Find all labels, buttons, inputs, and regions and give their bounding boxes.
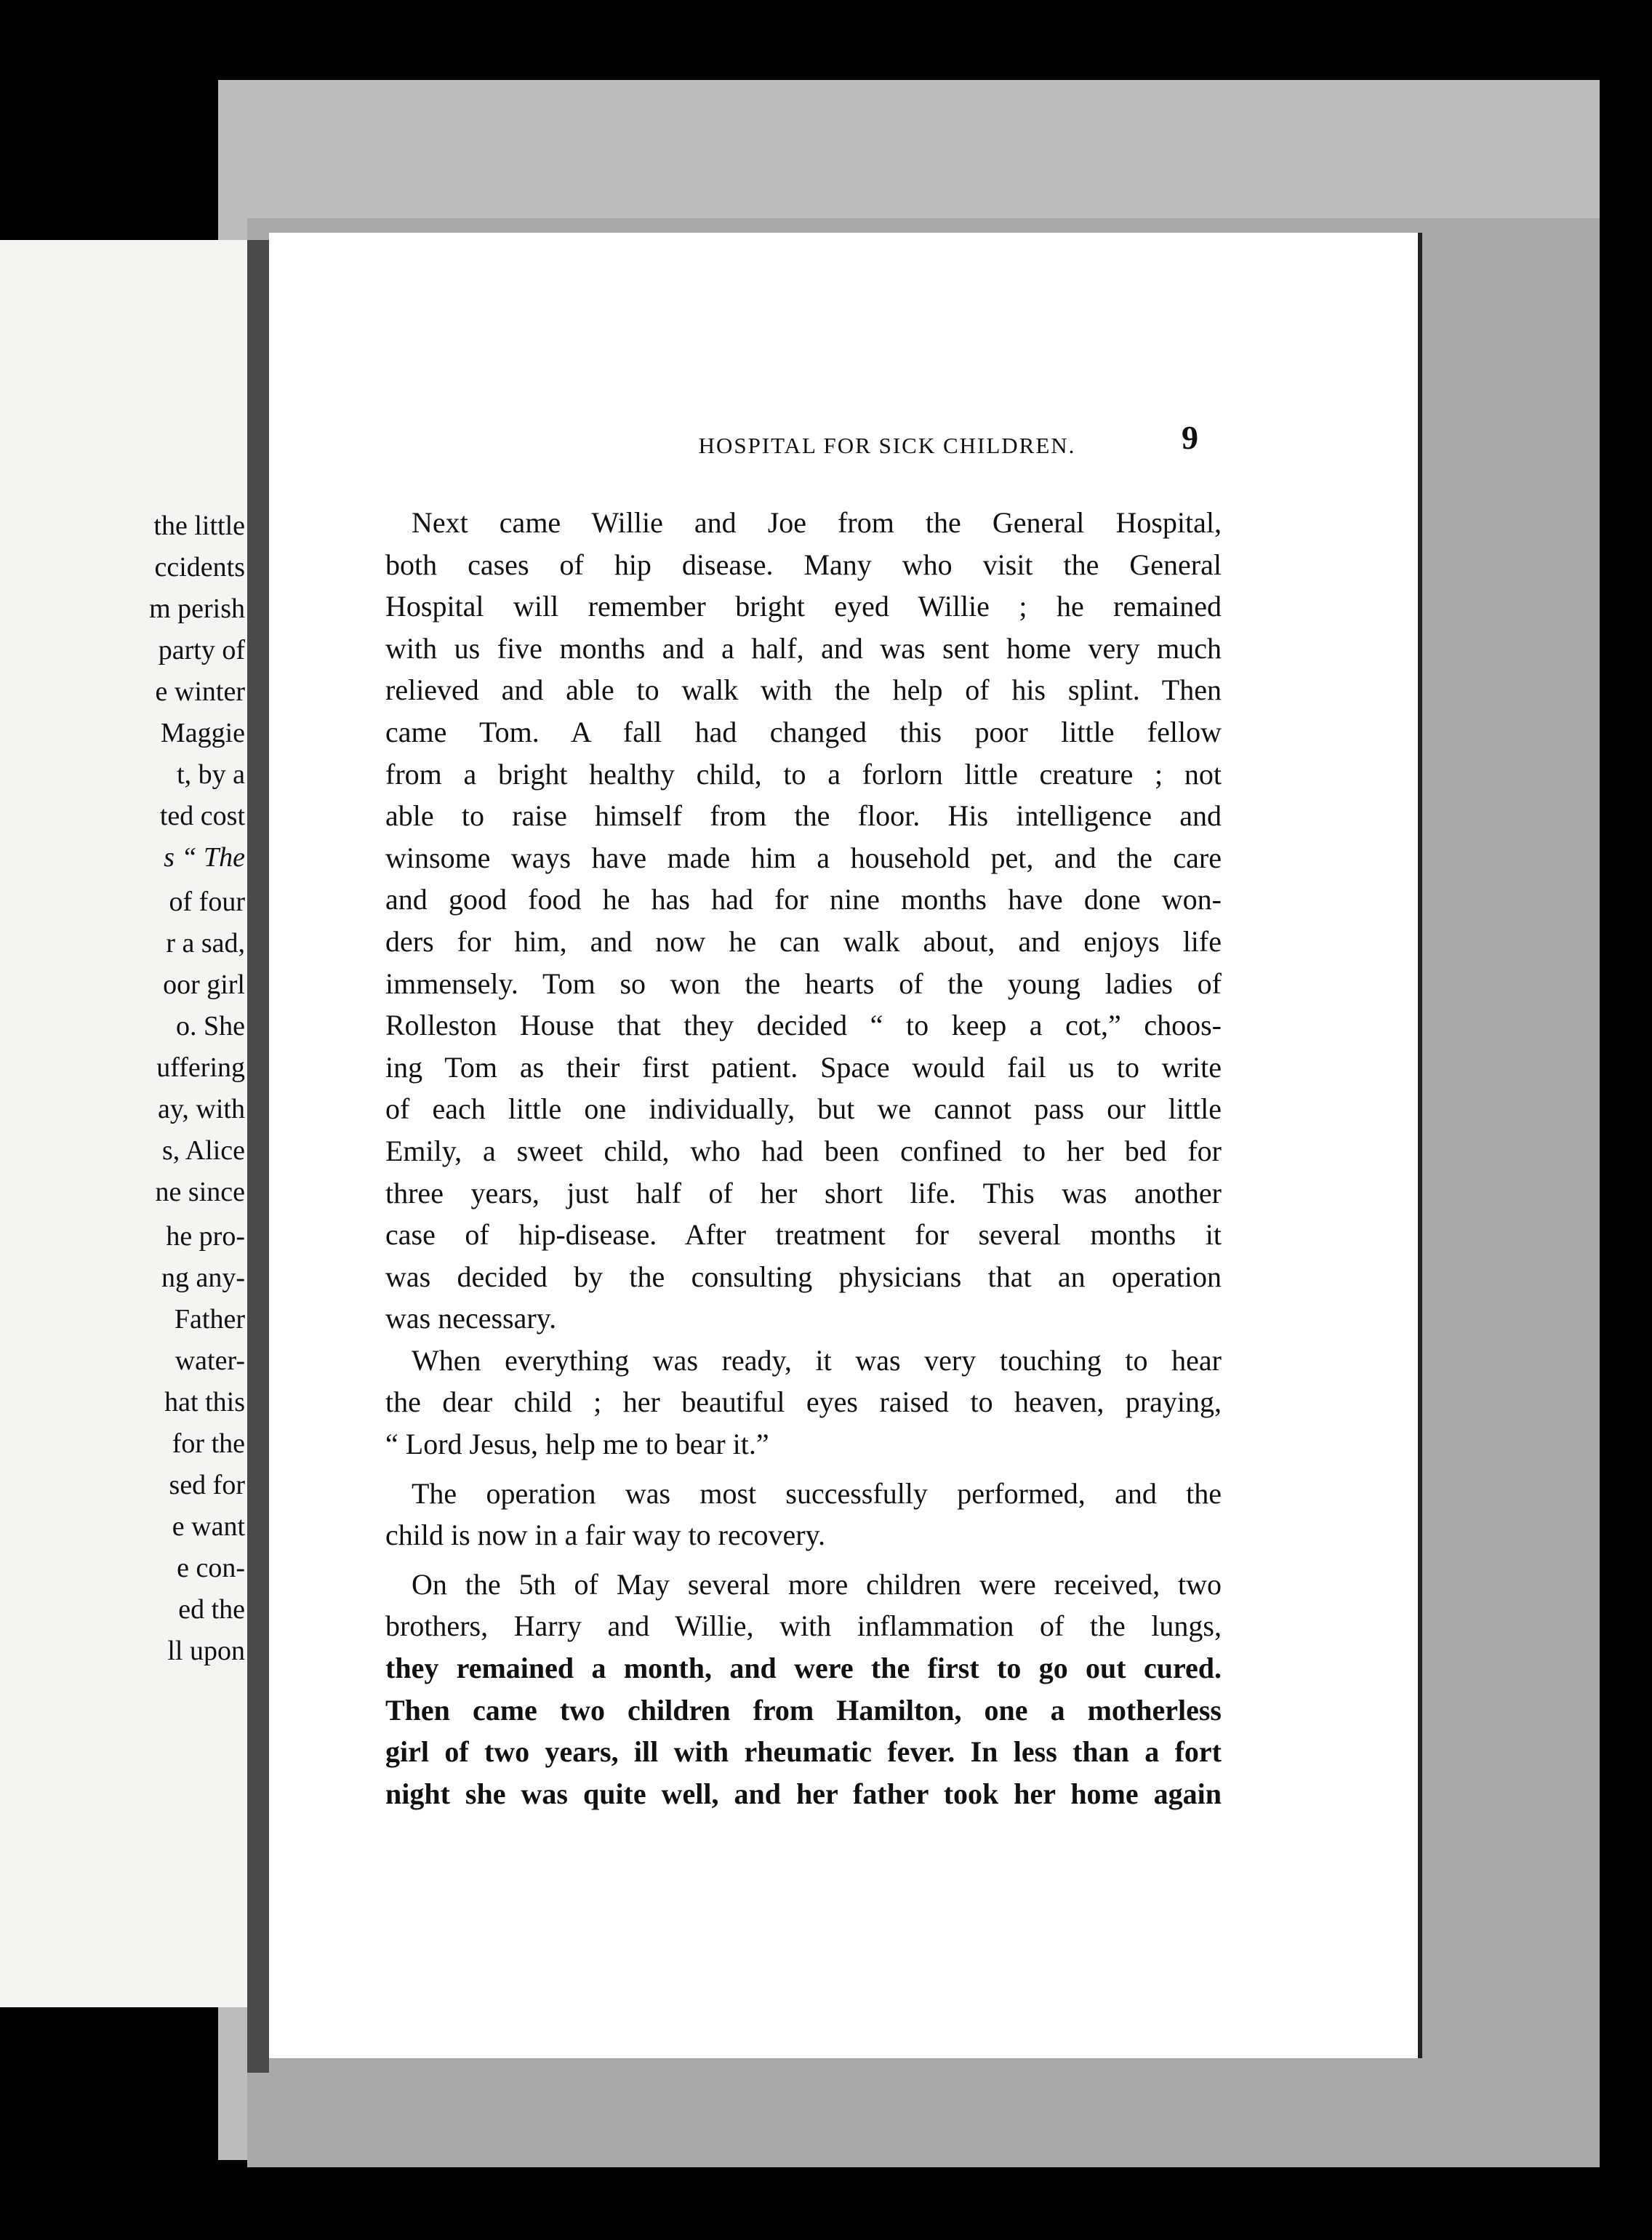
text-line: came Tom. A fall had changed this poor little fellow	[385, 715, 1222, 748]
facing-line: for the	[172, 1428, 245, 1459]
text-line: with us five months and a half, and was sent home very much	[385, 631, 1222, 665]
page-body	[385, 502, 1222, 1815]
facing-line: e winter	[155, 676, 245, 707]
text-line: Emily, a sweet child, who had been confined to her bed for	[385, 1134, 1222, 1167]
text-line: from a bright healthy child, to a forlorn little creature ; not	[385, 757, 1222, 791]
text-line: both cases of hip disease. Many who visit the General	[385, 548, 1222, 581]
facing-line: m perish	[149, 593, 245, 624]
facing-line: he pro-	[166, 1221, 245, 1252]
running-head: HOSPITAL FOR SICK CHILDREN.	[698, 433, 1076, 458]
facing-line: oor girl	[163, 969, 245, 1000]
facing-line: hat this	[164, 1387, 245, 1417]
text-line: the dear child ; her beautiful eyes raised to heaven, praying,	[385, 1385, 1222, 1419]
facing-line: ng any-	[161, 1263, 245, 1293]
text-line: ing Tom as their first patient. Space would fail us to write	[385, 1050, 1222, 1084]
text-line: was decided by the consulting physicians that an operation	[385, 1260, 1222, 1293]
facing-line: ccidents	[154, 552, 245, 583]
facing-line: Father	[174, 1304, 245, 1335]
facing-line: s, Alice	[162, 1135, 245, 1166]
book-gutter	[247, 240, 269, 2073]
text-line: immensely. Tom so won the hearts of the young ladies of	[385, 967, 1222, 1000]
facing-line: ay, with	[158, 1094, 245, 1124]
text-line: Next came Willie and Joe from the General Hospital,	[412, 506, 1222, 539]
facing-line: ted cost	[159, 801, 245, 831]
text-line: The operation was most successfully performed, and the	[412, 1476, 1222, 1510]
text-line: was necessary.	[385, 1302, 557, 1335]
facing-line: sed for	[169, 1470, 245, 1500]
facing-line: water-	[175, 1345, 245, 1376]
facing-page-text	[0, 505, 245, 1672]
text-line: ders for him, and now he can walk about, and enjoys life	[385, 924, 1222, 958]
facing-line: ne since	[155, 1177, 245, 1207]
text-line: brothers, Harry and Willie, with inflammation of the lungs,	[385, 1609, 1222, 1643]
facing-line: of four	[169, 887, 245, 917]
facing-line: party of	[158, 635, 245, 665]
text-line: three years, just half of her short life. This was another	[385, 1176, 1222, 1209]
text-line: Rolleston House that they decided “ to keep a cot,” choos-	[385, 1009, 1222, 1042]
text-line: able to raise himself from the floor. His intelligence and	[385, 799, 1222, 833]
facing-line: o. She	[176, 1011, 245, 1041]
facing-line: t, by a	[177, 759, 245, 790]
text-line: case of hip-disease. After treatment for several months it	[385, 1218, 1222, 1252]
text-line: and good food he has had for nine months have done won-	[385, 883, 1222, 916]
text-line: they remained a month, and were the first to go out cured.	[385, 1652, 1222, 1685]
text-line: On the 5th of May several more children were received, two	[412, 1567, 1222, 1601]
facing-line: ll upon	[167, 1636, 245, 1666]
text-line: night she was quite well, and her father took her home again	[385, 1777, 1222, 1810]
facing-line: Maggie	[160, 718, 245, 748]
facing-line: e want	[172, 1511, 245, 1542]
facing-page-left	[0, 240, 251, 2007]
page-number: 9	[1182, 419, 1198, 456]
facing-line: s “ The	[164, 842, 245, 873]
facing-line: r a sad,	[166, 928, 245, 959]
text-line: relieved and able to walk with the help of his splint. Then	[385, 673, 1222, 707]
facing-line: ed the	[178, 1594, 245, 1625]
text-line: “ Lord Jesus, help me to bear it.”	[385, 1428, 769, 1461]
facing-line: e con-	[177, 1553, 245, 1583]
text-line: girl of two years, ill with rheumatic fever. In less than a fort	[385, 1735, 1222, 1769]
text-line: winsome ways have made him a household pet, and the care	[385, 841, 1222, 874]
book-page	[269, 233, 1422, 2058]
text-line: of each little one individually, but we cannot pass our little	[385, 1092, 1222, 1126]
text-line: Hospital will remember bright eyed Willie ; he remained	[385, 590, 1222, 623]
text-line: When everything was ready, it was very touching to hear	[412, 1343, 1222, 1377]
text-line: child is now in a fair way to recovery.	[385, 1519, 825, 1552]
facing-line: the little	[153, 511, 245, 541]
facing-line: uffering	[156, 1052, 245, 1083]
text-line: Then came two children from Hamilton, one a motherless	[385, 1693, 1222, 1727]
